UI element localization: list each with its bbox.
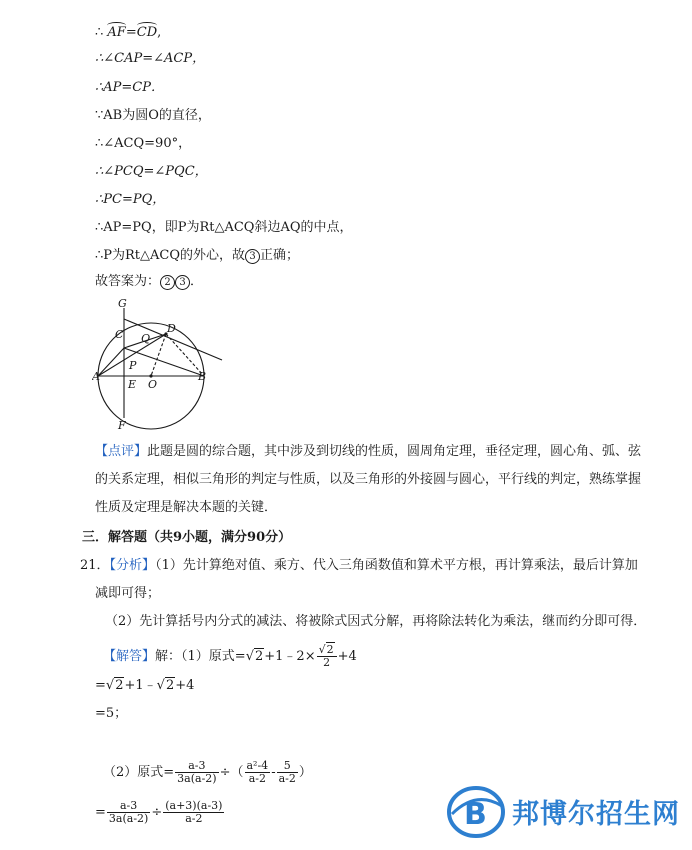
fraction-2-den: a-2 (248, 772, 266, 785)
divide-paren: ÷（ (219, 765, 244, 780)
sqrt-radicand-2: 2 (115, 678, 124, 693)
part2-line-1 (103, 760, 312, 785)
circled-number-3: 3 (175, 275, 190, 290)
therefore-symbol: ∴ (95, 25, 104, 40)
q21-analysis-line-2: 减即可得； (95, 586, 161, 601)
logo-icon (446, 784, 506, 840)
sqrt-radicand: 2 (254, 649, 264, 664)
fraction-4-den: 3a(a-2) (108, 812, 149, 825)
label-d: D (167, 322, 176, 335)
fraction-3-den: a-2 (278, 772, 296, 785)
sqrt-radicand-3: 2 (165, 678, 175, 693)
label-e: E (128, 378, 137, 391)
geometry-figure (92, 296, 227, 431)
proof-line-9-end: 正确； (260, 248, 300, 263)
arc-af: AF (107, 22, 125, 41)
divide-sign: ÷ (151, 805, 163, 820)
label-c: C (115, 328, 124, 341)
part2-label: （2）原式= (103, 765, 175, 780)
fraction-2 (245, 760, 271, 785)
circled-number-2: 2 (160, 275, 175, 290)
answer-end: ． (190, 274, 204, 289)
fraction-4 (107, 800, 150, 825)
q21-analysis-line-1 (80, 558, 638, 574)
step2-end: +4 (175, 678, 195, 693)
comment-line-2: 的关系定理，相似三角形的判定与性质，以及三角形的外接圆与圆心，平行线的判定，熟练掌握 (95, 472, 642, 487)
comment-tag: 【点评】 (95, 444, 148, 459)
step2-middle: +1﹣ (124, 678, 157, 693)
close-paren: ） (298, 765, 312, 780)
proof-line-6: ∴∠PCQ=∠PQC， (95, 164, 208, 179)
fraction-root2-over-2 (317, 644, 337, 669)
circled-number: 3 (245, 249, 260, 264)
logo-letter: B (464, 797, 487, 832)
label-o: O (148, 378, 158, 391)
fraction-denominator: 2 (323, 656, 331, 669)
proof-line-1 (95, 22, 161, 41)
segment-do (151, 334, 166, 376)
numerator-radicand: 2 (326, 643, 334, 656)
watermark-text: 邦博尔招生网 (512, 799, 680, 830)
arc-cd: CD (137, 22, 157, 41)
comment-text-1: 此题是圆的综合题，其中涉及到切线的性质，圆周角定理，垂径定理，圆心角、弧、弦 (147, 444, 642, 459)
label-b: B (198, 370, 207, 383)
fraction-1 (175, 760, 218, 785)
proof-line-4: ∵AB为圆O的直径， (95, 108, 211, 123)
minus-sign: - (271, 765, 276, 780)
label-p: P (129, 359, 137, 372)
proof-line-8: ∴AP=PQ，即P为Rt△ACQ斜边AQ的中点， (95, 220, 353, 235)
analysis-tag: 【分析】 (109, 558, 156, 573)
analysis-text-1: （1）先计算绝对值、乘方、代入三角函数值和算术平方根，再计算乘法，最后计算加 (155, 558, 638, 573)
watermark-logo (446, 782, 682, 842)
sqrt-symbol-2: √ (105, 678, 115, 693)
equals: = (125, 25, 137, 40)
answer-label: 故答案为： (95, 274, 161, 289)
proof-line-5: ∴∠ACQ=90°， (95, 136, 192, 151)
equals-sign: = (95, 678, 106, 693)
answer-tag: 【解答】 (103, 649, 156, 664)
fraction-5 (163, 800, 224, 825)
proof-line-3: ∴AP=CP． (95, 80, 164, 95)
part2-line-2 (95, 800, 225, 825)
fraction-5-den: a-2 (185, 812, 203, 825)
fraction-1-num: a-3 (175, 760, 218, 773)
solution-line-3: =5； (95, 706, 128, 721)
question-number: 21． (80, 558, 110, 573)
proof-line-7: ∴PC=PQ， (95, 192, 166, 207)
label-g: G (118, 297, 127, 310)
equals-sign-2: = (95, 805, 106, 820)
solution-text-3: +4 (337, 649, 357, 664)
comment-line-1 (95, 444, 641, 460)
sqrt-symbol-3: √ (156, 678, 165, 693)
label-f: F (118, 419, 126, 431)
label-a: A (92, 370, 100, 383)
comma: , (157, 25, 162, 40)
solution-line-2 (95, 678, 194, 694)
solution-text-1: 解：（1）原式= (155, 649, 246, 664)
solution-text-2: +1﹣2× (264, 649, 316, 664)
proof-line-9-text: ∴P为Rt△ACQ的外心，故 (95, 248, 246, 263)
fraction-5-num: (a+3)(a-3) (165, 799, 223, 812)
label-q: Q (141, 332, 151, 345)
proof-line-2: ∴∠CAP=∠ACP， (95, 51, 206, 66)
fraction-1-den: 3a(a-2) (177, 772, 217, 785)
fraction-numerator: √2 (317, 644, 337, 657)
sqrt-symbol: √ (245, 649, 254, 664)
section-title: 三．解答题（共9小题，满分90分） (82, 530, 292, 545)
proof-line-9 (95, 248, 299, 264)
fraction-4-num: a-3 (107, 800, 150, 813)
comment-line-3: 性质及定理是解决本题的关键． (95, 500, 278, 515)
fraction-3 (277, 760, 298, 785)
solution-line-1 (103, 644, 357, 669)
answer-line (95, 274, 203, 290)
fraction-2-num: a²-4 (246, 759, 269, 772)
q21-analysis-line-3: （2）先计算括号内分式的减法、将被除式因式分解，再将除法转化为乘法，继而约分即可得． (105, 614, 647, 629)
fraction-3-num: 5 (277, 760, 298, 773)
